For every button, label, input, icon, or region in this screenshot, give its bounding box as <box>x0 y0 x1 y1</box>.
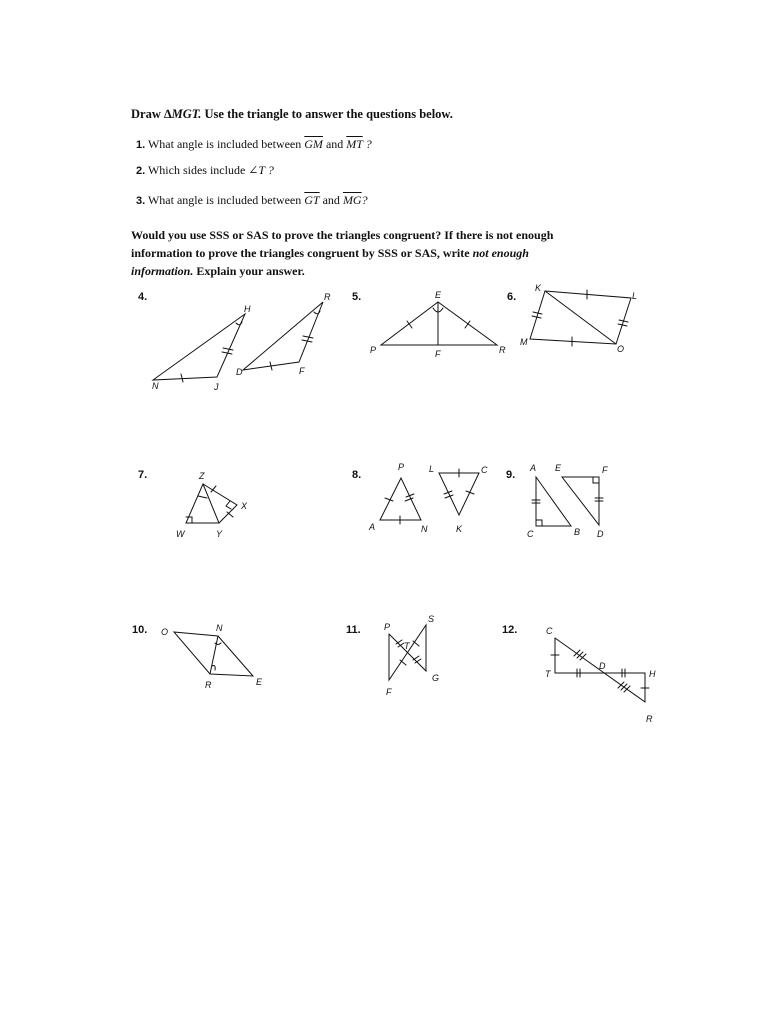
vertex-label: J <box>214 382 219 392</box>
vertex-label: E <box>555 463 562 473</box>
triangle-zxy <box>203 484 237 523</box>
question-end: ? <box>264 163 274 177</box>
vertex-label: D <box>597 529 604 539</box>
vertex-label: D <box>599 661 606 671</box>
figure-5 <box>370 290 506 359</box>
figure-6 <box>520 283 637 354</box>
vertex-label: F <box>386 687 392 697</box>
diagonal-ko <box>545 291 616 344</box>
right-angle-mark <box>226 501 231 509</box>
vertex-label: W <box>176 529 185 539</box>
vertex-label: L <box>632 291 638 301</box>
heading-triangle: MGT. <box>171 107 202 121</box>
vertex-label: P <box>398 462 405 472</box>
vertex-label: M <box>520 337 528 347</box>
figure-7 <box>176 471 248 539</box>
problem-number-9: 9. <box>506 469 516 481</box>
figure-9 <box>527 463 608 539</box>
problem-number-7: 7. <box>138 469 148 481</box>
question-number: 2. <box>136 165 146 177</box>
vertex-label: E <box>435 290 442 300</box>
vertex-label: P <box>370 345 377 355</box>
vertex-label: F <box>602 465 608 475</box>
problem-number-11: 11. <box>346 624 361 636</box>
triangle-acb <box>536 477 571 526</box>
figure-4 <box>152 292 331 392</box>
question-number: 3. <box>136 195 146 207</box>
tick-mark <box>181 374 183 382</box>
vertex-label: L <box>429 464 435 474</box>
vertex-label: O <box>161 627 169 637</box>
vertex-label: N <box>152 381 159 391</box>
triangle-hnj <box>153 314 245 380</box>
tick-mark <box>303 336 313 338</box>
triangle-rdf <box>243 302 323 370</box>
question-text: What angle is included between <box>147 137 305 151</box>
vertex-label: F <box>299 366 305 376</box>
angle-mark <box>215 643 221 645</box>
right-angle-mark <box>593 477 599 483</box>
vertex-label: E <box>256 677 263 687</box>
vertex-label: C <box>527 529 534 539</box>
vertex-label: Z <box>199 471 205 481</box>
parallelogram-oner <box>174 632 253 676</box>
segment-a: $\overline{GT}$ <box>304 193 320 207</box>
tick-mark <box>223 348 233 350</box>
vertex-label: H <box>649 669 656 679</box>
vertex-label: H <box>244 304 251 314</box>
problem-number-12: 12. <box>502 624 518 636</box>
heading-suffix: Use the triangle to answer the questions below. <box>201 107 453 121</box>
segment-b: $\overline{MT}$ <box>346 137 363 151</box>
question-text: Which sides include <box>147 163 249 177</box>
vertex-label: O <box>617 344 625 354</box>
vertex-label: G <box>432 673 440 683</box>
question-and: and <box>322 137 347 151</box>
figure-12 <box>545 626 656 724</box>
vertex-label: P <box>384 622 391 632</box>
problem-number-5: 5. <box>352 291 362 303</box>
triangle-per <box>381 302 497 345</box>
vertex-label: K <box>535 283 542 293</box>
vertex-label: B <box>574 527 581 537</box>
vertex-label: N <box>216 623 223 633</box>
tick-mark <box>198 496 207 498</box>
question-and: and <box>319 193 343 207</box>
vertex-label: A <box>530 463 537 473</box>
question-end: ? <box>362 137 372 151</box>
vertex-label: X <box>241 501 248 511</box>
vertex-label: R <box>499 345 506 355</box>
vertex-label: D <box>236 367 243 377</box>
question-text: What angle is included between <box>147 193 305 207</box>
vertex-label: K <box>456 524 463 534</box>
vertex-label: F <box>435 349 441 359</box>
problem-number-4: 4. <box>138 291 148 303</box>
vertex-label: Y <box>216 529 223 539</box>
vertex-label: R <box>205 680 212 690</box>
vertex-label: A <box>369 522 376 532</box>
tick-mark <box>385 498 393 501</box>
angle-t: ∠T <box>248 163 265 177</box>
instructions-part1: Would you use SSS or SAS to prove the triangles congruent? If there is not enough information to prove the triangles congruent by SSS or SAS, write <box>131 228 554 260</box>
segment-b: $\overline{MG}$ <box>342 193 362 207</box>
question-number: 1. <box>136 139 146 151</box>
triangle-pan <box>380 478 421 520</box>
instructions-part2: Explain your answer. <box>193 264 305 278</box>
angle-mark <box>212 666 215 671</box>
figure-10 <box>161 623 263 690</box>
figure-11-lines <box>389 625 426 680</box>
right-angle-mark <box>536 520 542 526</box>
figure-8 <box>368 462 488 534</box>
problem-number-10: 10. <box>132 624 148 636</box>
vertex-label: R <box>646 714 653 724</box>
tick-mark <box>445 495 453 498</box>
question-end: ? <box>361 193 368 207</box>
vertex-label: R <box>324 292 331 302</box>
vertex-label: S <box>428 614 435 624</box>
vertex-label: C <box>546 626 553 636</box>
heading-prefix: Draw ∆ <box>131 107 172 121</box>
vertex-label: T <box>404 641 410 651</box>
figure-11 <box>384 614 439 697</box>
instructions-emphasis: not enough information. <box>131 246 529 278</box>
triangle-efd <box>562 477 599 525</box>
vertex-label: T <box>545 669 551 679</box>
segment-a: $\overline{GM}$ <box>304 137 323 151</box>
vertex-label: N <box>421 524 428 534</box>
problem-number-6: 6. <box>507 291 517 303</box>
diagonal-nr <box>210 636 218 674</box>
vertex-label: C <box>481 465 488 475</box>
tick-mark <box>413 656 419 660</box>
problem-number-8: 8. <box>352 469 362 481</box>
